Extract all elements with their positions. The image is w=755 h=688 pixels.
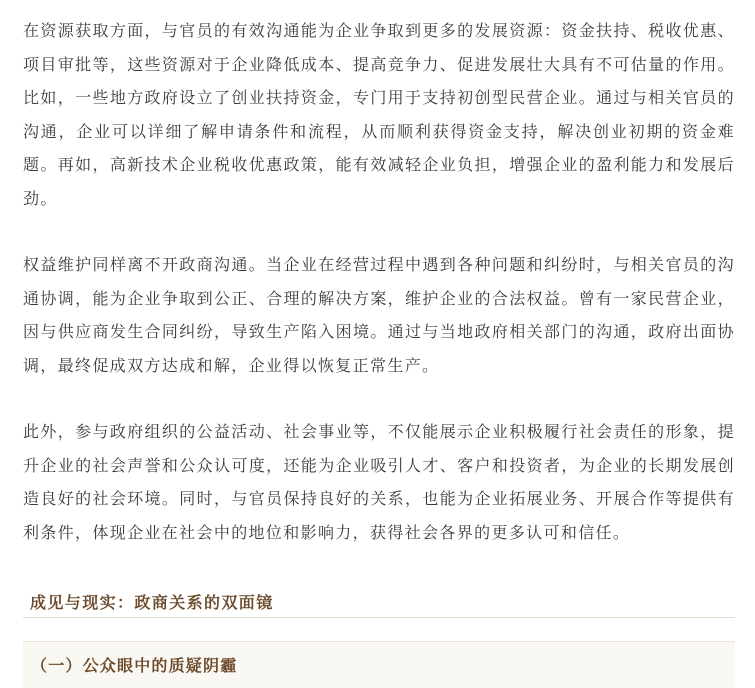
subsection-heading-title: （一）公众眼中的质疑阴霾 [31, 656, 238, 675]
paragraph-rights-protection: 权益维护同样离不开政商沟通。当企业在经营过程中遇到各种问题和纠纷时，与相关官员的沟通协调，能为企业争取到公正、合理的解决方案，维护企业的合法权益。曾有一家民营企业，因与供应商发生合同纠纷，导致生产陷入困境。通过与当地政府相关部门的沟通，政府出面协调，最终促成双方达成和解，企业得以恢复正常生产。 [23, 255, 735, 375]
section-heading-title: 成见与现实：政商关系的双面镜 [30, 593, 274, 612]
paragraph-social-responsibility: 此外，参与政府组织的公益活动、社会事业等，不仅能展示企业积极履行社会责任的形象，提升企业的社会声誉和公众认可度，还能为企业吸引人才、客户和投资者，为企业的长期发展创造良好的社会环境。同时，与官员保持良好的关系，也能为企业拓展业务、开展合作等提供有利条件，体现企业在社会中的地位和影响力，获得社会各界的更多认可和信任。 [23, 422, 735, 542]
paragraph-resource-acquisition: 在资源获取方面，与官员的有效沟通能为企业争取到更多的发展资源：资金扶持、税收优惠、项目审批等，这些资源对于企业降低成本、提高竞争力、促进发展壮大具有不可估量的作用。比如，一些地方政府设立了创业扶持资金，专门用于支持初创型民营企业。通过与相关官员的沟通，企业可以详细了解申请条件和流程，从而顺利获得资金支持，解决创业初期的资金难题。再如，高新技术企业税收优惠政策，能有效减轻企业负担，增强企业的盈利能力和发展后劲。 [23, 21, 735, 208]
subsection-heading [23, 641, 735, 688]
section-heading [23, 584, 735, 618]
article-body [23, 14, 735, 549]
